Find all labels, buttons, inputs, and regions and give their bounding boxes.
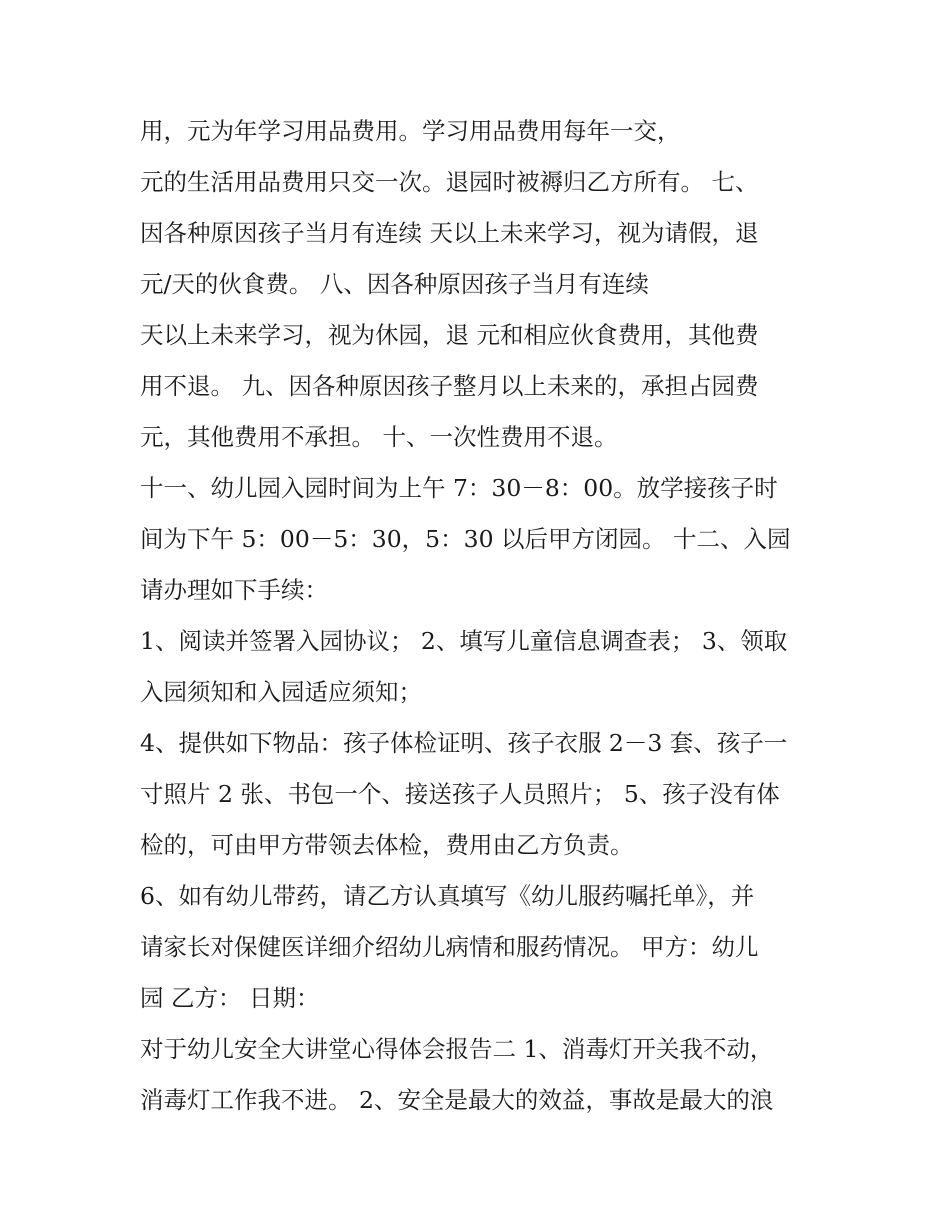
text-line: 6、如有幼儿带药，请乙方认真填写《幼儿服药嘱托单》，并 bbox=[140, 882, 755, 910]
text-line: 寸照片 2 张、书包一个、接送孩子人员照片； 5、孩子没有体 bbox=[140, 780, 780, 808]
text-line: 请办理如下手续： bbox=[140, 576, 328, 604]
text-line: 4、提供如下物品：孩子体检证明、孩子衣服 2－3 套、孩子一 bbox=[140, 729, 788, 757]
text-line: 因各种原因孩子当月有连续 天以上未来学习，视为请假，退 bbox=[140, 219, 759, 247]
text-line: 对于幼儿安全大讲堂心得体会报告二 1、消毒灯开关我不动， bbox=[140, 1035, 774, 1063]
text-line: 入园须知和入园适应须知； bbox=[140, 678, 422, 706]
text-line: 用，元为年学习用品费用。学习用品费用每年一交， bbox=[140, 117, 681, 145]
text-line: 请家长对保健医详细介绍幼儿病情和服药情况。 甲方：幼儿 bbox=[140, 933, 759, 961]
text-line: 天以上未来学习，视为休园，退 元和相应伙食费用，其他费 bbox=[140, 321, 759, 349]
text-line: 元/天的伙食费。 八、因各种原因孩子当月有连续 bbox=[140, 270, 649, 298]
text-line: 1、阅读并签署入园协议； 2、填写儿童信息调查表； 3、领取 bbox=[140, 627, 788, 655]
text-line: 元，其他费用不承担。 十、一次性费用不退。 bbox=[140, 423, 618, 451]
text-line: 消毒灯工作我不进。 2、安全是最大的效益，事故是最大的浪 bbox=[140, 1086, 774, 1114]
text-line: 用不退。 九、因各种原因孩子整月以上未来的，承担占园费 bbox=[140, 372, 759, 400]
text-line: 检的，可由甲方带领去体检，费用由乙方负责。 bbox=[140, 831, 634, 859]
text-line: 间为下午 5：00－5：30，5：30 以后甲方闭园。 十二、入园 bbox=[140, 525, 791, 553]
document-body bbox=[140, 106, 820, 1126]
text-line: 元的生活用品费用只交一次。退园时被褥归乙方所有。 七、 bbox=[140, 168, 759, 196]
text-line: 十一、幼儿园入园时间为上午 7：30－8：00。放学接孩子时 bbox=[140, 474, 778, 502]
text-line: 园 乙方： 日期： bbox=[140, 984, 320, 1012]
